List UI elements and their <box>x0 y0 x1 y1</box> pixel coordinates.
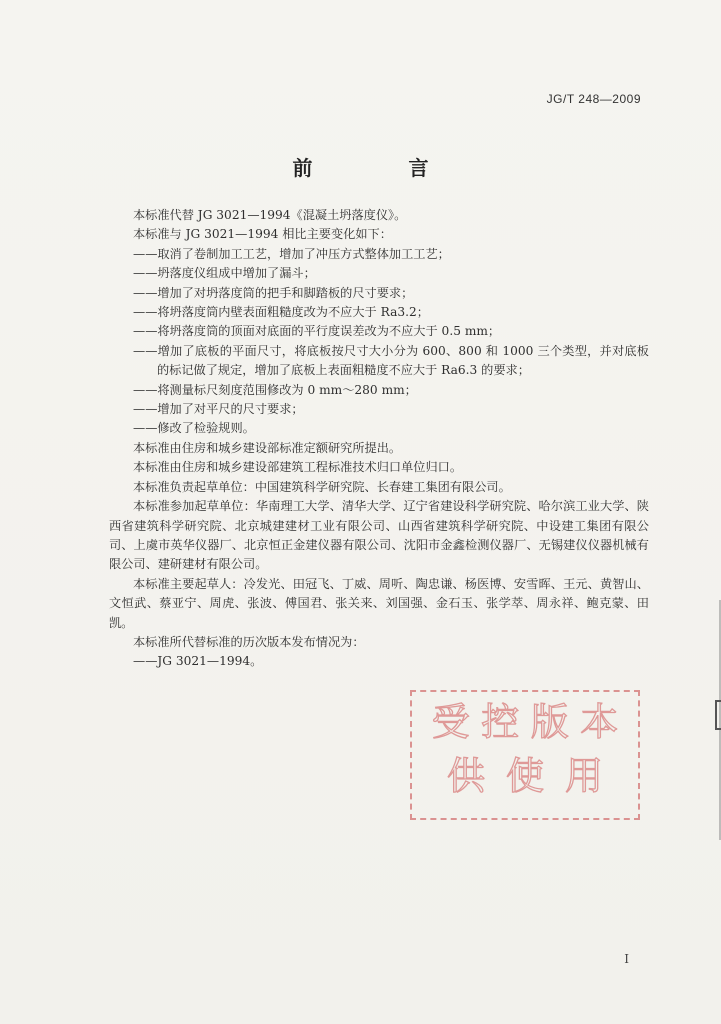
stamp-char: 使 <box>505 754 544 798</box>
page-number: I <box>624 952 629 966</box>
change-item: ——取消了卷制加工工艺，增加了冲压方式整体加工工艺； <box>133 246 450 261</box>
paragraph-history-intro: 本标准所代替标准的历次版本发布情况为： <box>133 634 365 649</box>
history-item: ——JG 3021—1994。 <box>133 654 263 669</box>
change-item: ——修改了检验规则。 <box>133 421 255 436</box>
change-item: ——增加了对坍落度筒的把手和脚踏板的尺寸要求； <box>133 285 414 300</box>
change-item: ——增加了对平尺的尺寸要求； <box>133 402 304 417</box>
paragraph-centralized: 本标准由住房和城乡建设部建筑工程标准技术归口单位归口。 <box>133 460 463 475</box>
paragraph-participating-drafters: 本标准参加起草单位：华南理工大学、清华大学、辽宁省建设科学研究院、哈尔滨工业大学、陕西省建筑科学研究院、北京城建建材工业有限公司、山西省建筑科学研究院、中设建工集团有限公司、上虞市英华仪器厂、北京恒正金建仪器有限公司、沈阳市金鑫检测仪器厂、无锡建仪仪器机械有限公司、建研建材有限公司。 <box>109 499 649 572</box>
stamp-char: 控 <box>481 700 520 744</box>
stamp-char: 受 <box>431 700 470 744</box>
controlled-copy-stamp <box>410 690 640 820</box>
stamp-char: 版 <box>530 700 569 744</box>
paragraph-main-drafters: 本标准主要起草人：冷发光、田冠飞、丁威、周听、陶忠谦、杨医博、安雪晖、王元、黄智山、文恒武、蔡亚宁、周虎、张波、傅国君、张关来、刘国强、金石玉、张学萃、周永祥、鲍克蒙、田凯。 <box>109 576 649 630</box>
change-item: ——增加了底板的平面尺寸，将底板按尺寸大小分为 600、800 和 1000 三个类型，并对底板的标记做了规定，增加了底板上表面粗糙度不应大于 Ra6.3 的要求； <box>133 343 649 378</box>
stamp-line-1 <box>426 702 624 742</box>
paragraph-lead-drafters: 本标准负责起草单位：中国建筑科学研究院、长春建工集团有限公司。 <box>133 479 511 494</box>
paragraph-changes-intro: 本标准与 JG 3021—1994 相比主要变化如下： <box>133 227 392 242</box>
change-item: ——坍落度仪组成中增加了漏斗； <box>133 266 316 281</box>
stamp-line-2 <box>426 756 624 796</box>
stamp-char: 本 <box>580 700 619 744</box>
stamp-char: 供 <box>446 754 485 798</box>
change-item: ——将坍落度筒的顶面对底面的平行度误差改为不应大于 0.5 mm； <box>133 324 501 339</box>
change-item: ——将坍落度筒内壁表面粗糙度改为不应大于 Ra3.2； <box>133 305 429 320</box>
scan-edge-bracket <box>715 700 721 730</box>
preface-body <box>109 206 649 672</box>
standard-code: JG/T 248—2009 <box>546 92 641 106</box>
stamp-char: 用 <box>564 754 603 798</box>
paragraph-proposer: 本标准由住房和城乡建设部标准定额研究所提出。 <box>133 440 402 455</box>
change-item: ——将测量标尺刻度范围修改为 0 mm～280 mm； <box>133 382 417 397</box>
paragraph-replaces: 本标准代替 JG 3021—1994《混凝土坍落度仪》。 <box>133 208 407 222</box>
page-title: 前 言 <box>292 156 467 180</box>
